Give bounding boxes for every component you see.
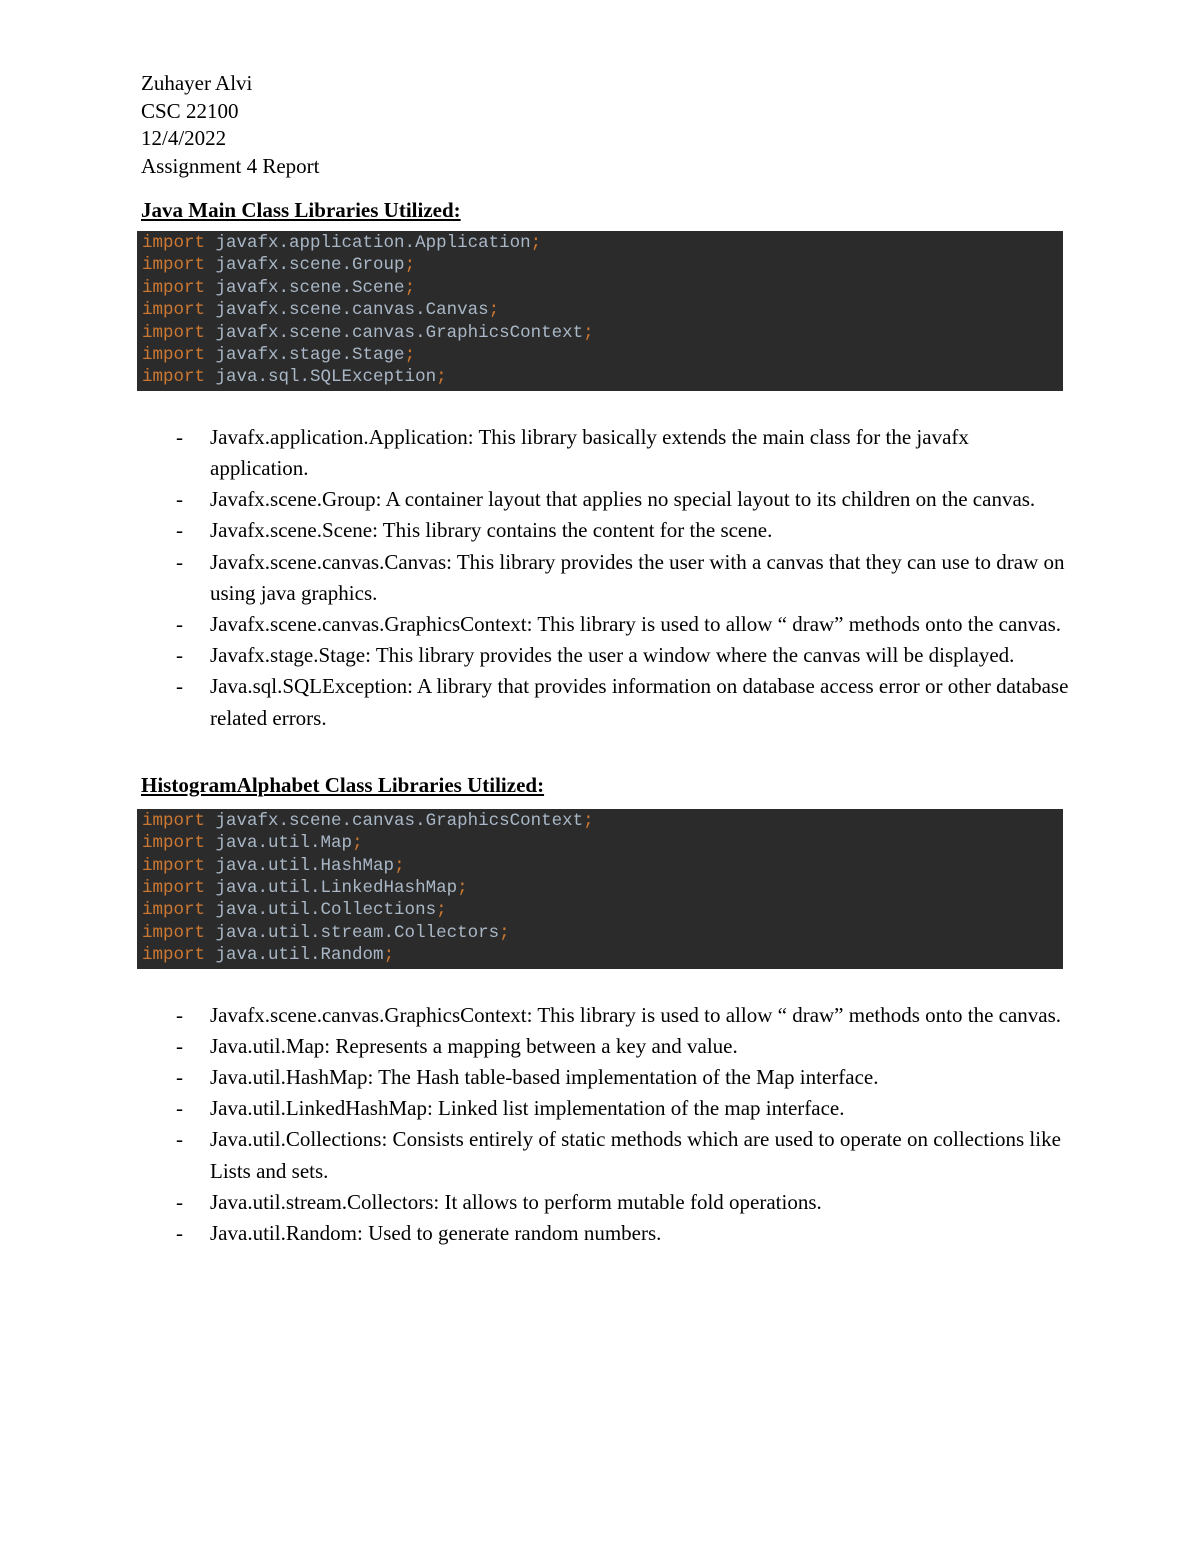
dash-bullet-icon: - [176,1127,183,1152]
dash-bullet-icon: - [176,518,183,543]
code-line: import java.sql.SQLException; [142,367,447,388]
list-item-text: Javafx.application.Application: This library basically extends the main class for the javafx application. [210,424,969,480]
code-line: import javafx.scene.canvas.GraphicsContext; [142,322,594,343]
code-import-path: javafx.scene.canvas.Canvas [215,300,489,321]
code-line: import javafx.scene.Scene; [142,277,416,298]
list-item-text: Java.util.Random: Used to generate random numbers. [210,1220,662,1245]
code-line: import java.util.Collections; [142,900,447,921]
dash-bullet-icon: - [176,1096,183,1121]
list-item-text: Java.sql.SQLException: A library that provides information on database access error or other database related errors. [210,674,1069,730]
code-block [137,231,1063,391]
list-item [141,1093,1063,1124]
list-item-text: Javafx.scene.canvas.GraphicsContext: This library is used to allow “ draw” methods onto the canvas. [210,1002,1062,1027]
dash-bullet-icon: - [176,643,183,668]
list-item-text: Java.util.Map: Represents a mapping between a key and value. [210,1033,738,1058]
code-import-path: javafx.scene.Group [215,255,405,276]
list-item [141,1218,1063,1249]
code-import-path: java.util.Random [215,945,384,966]
code-block [137,809,1063,969]
code-import-path: javafx.application.Application [215,233,531,253]
code-import-path: javafx.scene.Scene [215,277,405,298]
code-import-path: javafx.scene.canvas.GraphicsContext [215,810,584,831]
list-item [141,1187,1063,1218]
code-keyword: import [142,277,206,298]
code-keyword: import [142,833,206,854]
code-line: import java.util.LinkedHashMap; [142,877,468,898]
dash-bullet-icon: - [176,424,183,449]
code-keyword: import [142,233,206,253]
dash-bullet-icon: - [176,1220,183,1245]
dash-bullet-icon: - [176,1033,183,1058]
code-line: import java.util.Map; [142,833,363,854]
code-line: import javafx.stage.Stage; [142,344,416,365]
list-item-text: Javafx.scene.canvas.Canvas: This library provides the user with a canvas that they can use to draw on using java graphics. [210,549,1065,605]
code-keyword: import [142,810,206,831]
code-line: import java.util.Random; [142,945,395,966]
course-code: CSC 22100 [141,98,239,123]
dash-bullet-icon: - [176,1189,183,1214]
dash-bullet-icon: - [176,611,183,636]
code-keyword: import [142,900,206,921]
code-import-path: java.sql.SQLException [215,367,437,388]
code-keyword: import [142,300,206,321]
code-keyword: import [142,877,206,898]
list-item-text: Java.util.Collections: Consists entirely of static methods which are used to operate on collections like Lists and sets. [210,1127,1061,1183]
list-item [141,547,1063,609]
list-item-text: Javafx.scene.Scene: This library contains the content for the scene. [210,518,773,543]
code-import-path: java.util.Collections [215,900,437,921]
report-date: 12/4/2022 [141,126,227,150]
code-line: import javafx.scene.canvas.GraphicsContext; [142,810,594,831]
section-heading: HistogramAlphabet Class Libraries Utilized: [141,772,545,797]
author-name: Zuhayer Alvi [141,71,253,95]
code-line: import javafx.scene.canvas.Canvas; [142,300,500,321]
list-item [141,515,1063,546]
code-import-path: java.util.stream.Collectors [215,922,500,943]
list-item-text: Javafx.scene.canvas.GraphicsContext: This library is used to allow “ draw” methods onto the canvas. [210,611,1062,636]
code-keyword: import [142,855,206,876]
code-import-path: javafx.scene.canvas.GraphicsContext [215,322,584,343]
section-main-class [141,197,1069,734]
library-list [141,1000,1063,1250]
list-item [141,484,1063,515]
list-item-text: Java.util.LinkedHashMap: Linked list implementation of the map interface. [210,1096,845,1121]
dash-bullet-icon: - [176,487,183,512]
list-item-text: Java.util.stream.Collectors: It allows to perform mutable fold operations. [210,1189,822,1214]
code-keyword: import [142,255,206,276]
dash-bullet-icon: - [176,1064,183,1089]
library-list [141,422,1069,734]
dash-bullet-icon: - [176,1002,183,1027]
list-item [141,671,1069,733]
code-import-path: java.util.HashMap [215,855,395,876]
code-import-path: java.util.Map [215,833,353,854]
code-import-path: java.util.LinkedHashMap [215,877,458,898]
code-keyword: import [142,945,206,966]
section-histogram-class [141,772,1063,1249]
code-line: import javafx.scene.Group; [142,255,416,276]
code-keyword: import [142,322,206,343]
list-item [141,1031,1063,1062]
list-item-text: Javafx.stage.Stage: This library provides the user a window where the canvas will be displayed. [210,643,1015,668]
list-item [141,1062,1063,1093]
dash-bullet-icon: - [176,549,183,574]
code-keyword: import [142,367,206,388]
code-import-path: javafx.stage.Stage [215,344,405,365]
document-page [141,70,1069,1249]
document-header [141,70,1063,180]
list-item [141,1124,1063,1186]
list-item [141,609,1063,640]
report-title: Assignment 4 Report [141,153,320,178]
list-item [141,1000,1063,1031]
list-item [141,422,1063,484]
code-keyword: import [142,344,206,365]
code-keyword: import [142,922,206,943]
list-item-text: Javafx.scene.Group: A container layout that applies no special layout to its children on the canvas. [210,487,1036,512]
list-item [141,640,1063,671]
dash-bullet-icon: - [176,674,183,699]
list-item-text: Java.util.HashMap: The Hash table-based implementation of the Map interface. [210,1064,879,1089]
code-line: import java.util.HashMap; [142,855,405,876]
code-line: import java.util.stream.Collectors; [142,922,510,943]
code-line: import javafx.application.Application; [142,233,542,253]
section-heading: Java Main Class Libraries Utilized: [141,198,461,222]
